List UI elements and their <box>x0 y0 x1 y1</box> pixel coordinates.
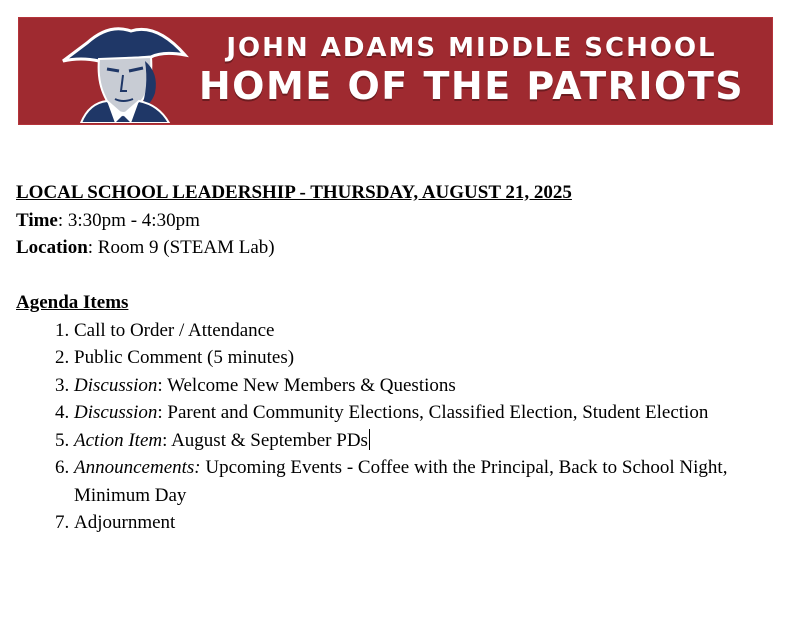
meeting-time <box>16 207 776 235</box>
agenda-item-text: : Welcome New Members & Questions <box>157 374 456 396</box>
text-cursor <box>369 429 371 450</box>
agenda-item-text: : Parent and Community Elections, Classified Election, Student Election <box>157 402 709 423</box>
agenda-item-label: Discussion <box>74 374 158 396</box>
agenda-item-text: : August & September PDs <box>162 429 368 451</box>
agenda-list <box>16 317 776 537</box>
location-label: Location <box>16 237 88 258</box>
banner-title <box>189 32 754 108</box>
agenda-item-text: Adjournment <box>74 512 176 533</box>
agenda-item <box>74 317 776 345</box>
agenda-item <box>74 427 776 455</box>
agenda-item-text: Public Comment (5 minutes) <box>74 347 295 368</box>
school-name: JOHN ADAMS MIDDLE SCHOOL <box>226 33 717 63</box>
header-banner <box>18 17 773 125</box>
patriot-mascot-icon <box>59 21 191 123</box>
agenda-item <box>74 454 776 509</box>
time-label: Time <box>16 209 58 231</box>
agenda-item-label: Announcements: <box>74 457 201 478</box>
location-value: : Room 9 (STEAM Lab) <box>87 237 275 258</box>
agenda-item <box>74 372 776 400</box>
agenda-item-label: Discussion <box>74 402 158 423</box>
agenda-item-text: Upcoming Events - Coffee with the Principal, Back to School Night, Minimum Day <box>74 457 728 506</box>
agenda-item-text: Call to Order / Attendance <box>74 319 275 341</box>
meeting-location <box>16 234 776 262</box>
agenda-heading: Agenda Items <box>16 292 129 313</box>
school-slogan: HOME OF THE PATRIOTS <box>198 64 745 108</box>
document-body[interactable] <box>16 179 776 537</box>
agenda-item-label: Action Item <box>74 429 163 451</box>
agenda-item <box>74 399 776 427</box>
time-value: : 3:30pm - 4:30pm <box>57 209 200 231</box>
agenda-item <box>74 344 776 372</box>
agenda-item <box>74 509 776 537</box>
meeting-heading: LOCAL SCHOOL LEADERSHIP - THURSDAY, AUGUST 21, 2025 <box>16 182 572 203</box>
